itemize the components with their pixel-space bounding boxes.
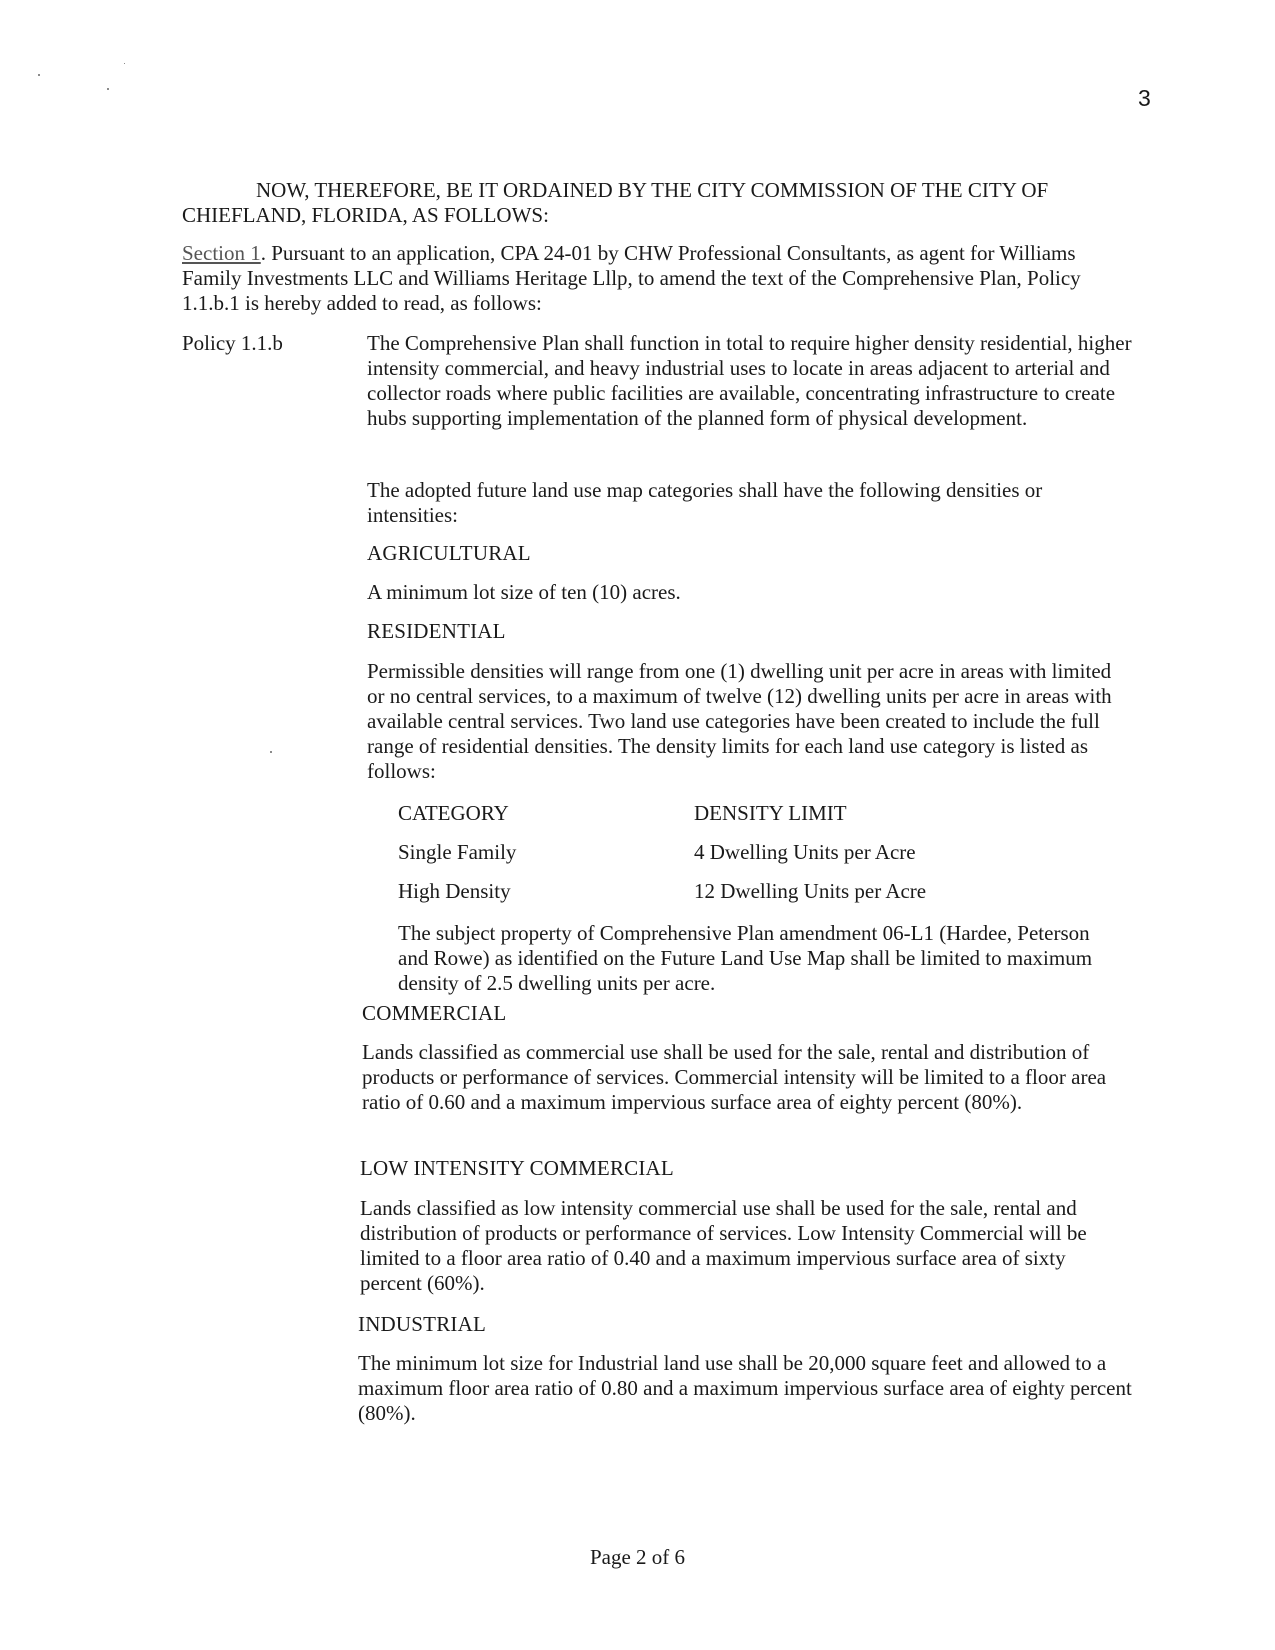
section-1-paragraph xyxy=(182,241,1112,316)
page-corner-number: 3 xyxy=(1138,85,1151,111)
table-cell-category: Single Family xyxy=(398,840,517,864)
scan-speck xyxy=(270,751,272,753)
section-1-text: . Pursuant to an application, CPA 24-01 by CHW Professional Consultants, as agent for Williams Family Investments LLC and Williams Heritage Lllp, to amend the text of the Comprehensive Plan, Policy 1.1.b.1 is hereby added to read, as follows: xyxy=(182,241,1081,315)
agricultural-heading: AGRICULTURAL xyxy=(367,541,531,565)
scan-speck xyxy=(107,88,109,90)
residential-text: Permissible densities will range from one (1) dwelling unit per acre in areas with limited or no central services, to a maximum of twelve (12) dwelling units per acre in areas with available central services. Two land use categories have been created to include the full range of residential densities. The density limits for each land use category is listed as follows: xyxy=(367,659,1112,783)
ordinance-line-1: NOW, THEREFORE, BE IT ORDAINED BY THE CITY COMMISSION OF THE CITY OF xyxy=(256,178,1049,202)
table-cell-density: 12 Dwelling Units per Acre xyxy=(694,879,927,903)
scan-speck xyxy=(38,74,40,76)
ordinance-line-2: CHIEFLAND, FLORIDA, AS FOLLOWS: xyxy=(182,203,549,227)
ordinance-clause xyxy=(182,178,1112,228)
policy-label: Policy 1.1.b xyxy=(182,331,283,355)
scan-speck xyxy=(124,63,125,64)
industrial-text: The minimum lot size for Industrial land use shall be 20,000 square feet and allowed to a maximum floor area ratio of 0.80 and a maximum impervious surface area of eighty percent (80%). xyxy=(358,1351,1132,1425)
residential-note: The subject property of Comprehensive Plan amendment 06-L1 (Hardee, Peterson and Rowe) as identified on the Future Land Use Map shall be limited to maximum density of 2.5 dwelling units per acre. xyxy=(398,921,1093,995)
commercial-heading: COMMERCIAL xyxy=(362,1001,507,1025)
industrial-heading: INDUSTRIAL xyxy=(358,1312,486,1336)
categories-intro: The adopted future land use map categories shall have the following densities or intensities: xyxy=(367,478,1043,527)
commercial-text: Lands classified as commercial use shall be used for the sale, rental and distribution of products or performance of services. Commercial intensity will be limited to a floor area ratio of 0.60 and a maximum impervious surface area of eighty percent (80%). xyxy=(362,1040,1107,1114)
low-intensity-commercial-heading: LOW INTENSITY COMMERCIAL xyxy=(360,1156,674,1180)
section-1-label: Section 1 xyxy=(182,241,261,265)
agricultural-text: A minimum lot size of ten (10) acres. xyxy=(367,580,681,604)
column-header-density-limit: DENSITY LIMIT xyxy=(694,801,847,825)
table-cell-density: 4 Dwelling Units per Acre xyxy=(694,840,916,864)
residential-heading: RESIDENTIAL xyxy=(367,619,506,643)
policy-intro: The Comprehensive Plan shall function in total to require higher density residential, higher intensity commercial, and heavy industrial uses to locate in areas adjacent to arterial and collector roads where public facilities are available, concentrating infrastructure to create hubs supporting implementation of the planned form of physical development. xyxy=(367,331,1132,430)
low-intensity-commercial-text: Lands classified as low intensity commercial use shall be used for the sale, rental and distribution of products or performance of services. Low Intensity Commercial will be limited to a floor area ratio of 0.40 and a maximum impervious surface area of sixty percent (60%). xyxy=(360,1196,1087,1295)
table-cell-category: High Density xyxy=(398,879,511,903)
page-footer: Page 2 of 6 xyxy=(589,1545,686,1569)
column-header-category: CATEGORY xyxy=(398,801,509,825)
